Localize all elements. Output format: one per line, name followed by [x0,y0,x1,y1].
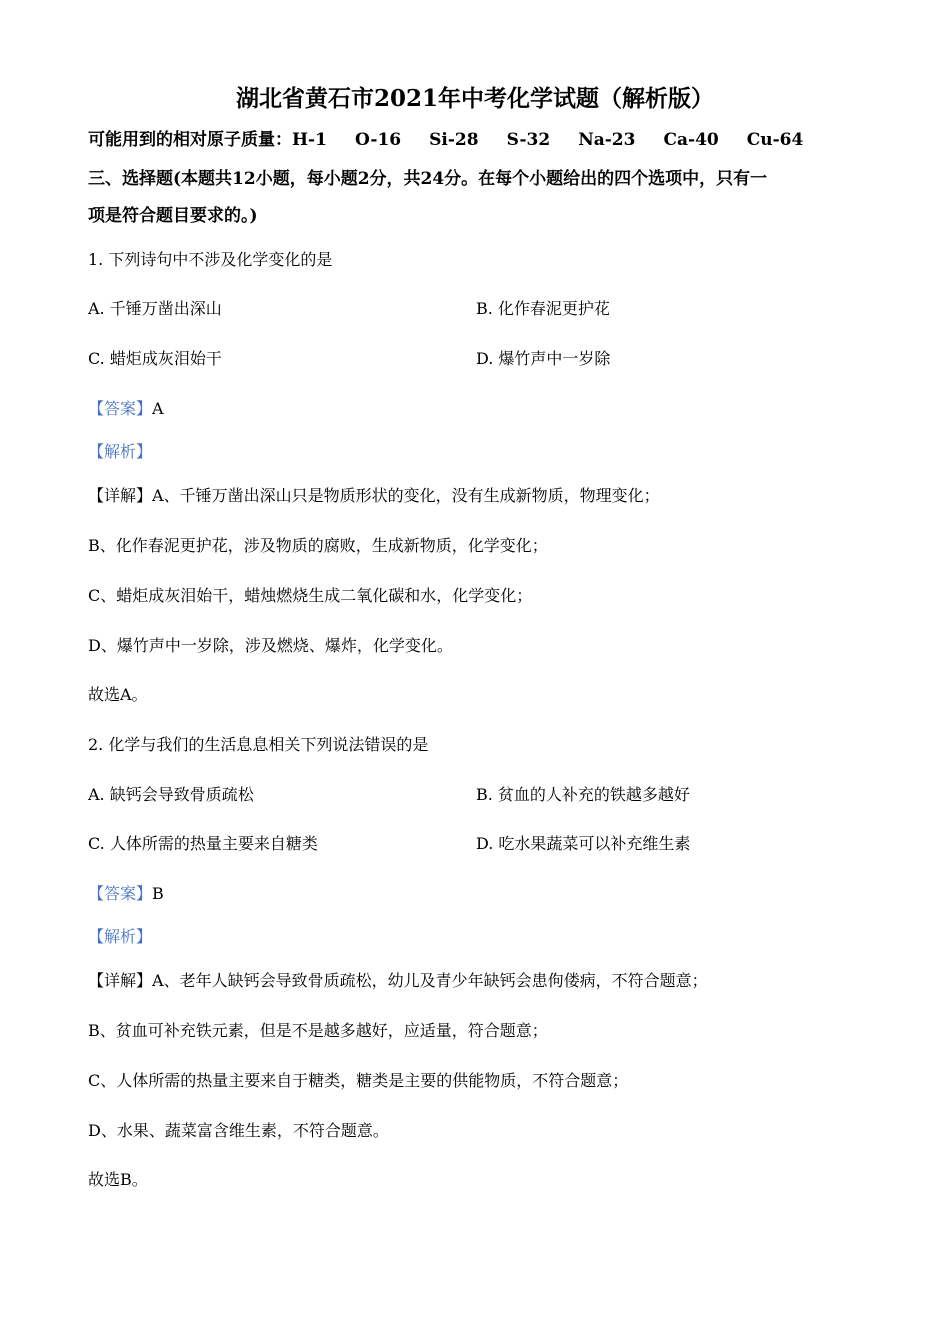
q1-conclusion: 故选A。 [88,685,148,704]
mass-item: Na-23 [578,130,636,150]
detail-tag: 【详解】 [88,971,153,990]
atomic-masses-label: 可能用到的相对原子质量： [88,130,292,150]
q2-detail-2: B、贫血可补充铁元素，但是不是越多越好，应适量，符合题意； [88,1021,548,1040]
mass-item: Ca-40 [663,130,719,150]
q2-detail-4: D、水果、蔬菜富含维生素，不符合题意。 [88,1121,389,1140]
q1-detail-2: B、化作春泥更护花，涉及物质的腐败，生成新物质，化学变化； [88,536,548,555]
q1-option-c: C. 蜡炬成灰泪始干 [88,349,222,368]
mass-item: O-16 [354,130,402,150]
q2-analysis-tag: 【解析】 [88,927,153,946]
mass-item: S-32 [506,130,551,150]
q2-option-a: A. 缺钙会导致骨质疏松 [88,785,254,804]
mass-item: Cu-64 [746,130,804,150]
page-title: 湖北省黄石市2021年中考化学试题（解析版） [235,85,714,112]
section-heading-line2: 项是符合题目要求的。) [88,206,258,226]
mass-item: H-1 [292,130,327,150]
answer-value: A [152,399,164,418]
answer-tag: 【答案】 [88,884,153,903]
q1-detail-4: D、爆竹声中一岁除，涉及燃烧、爆炸，化学变化。 [88,636,453,655]
section-heading-line1: 三、选择题(本题共12小题，每小题2分，共24分。在每个小题给出的四个选项中，只有一 [88,169,768,189]
answer-value: B [152,884,164,903]
mass-item: Si-28 [429,130,479,150]
q2-option-b: B. 贫血的人补充的铁越多越好 [476,785,690,804]
answer-tag: 【答案】 [88,399,153,418]
detail-text: A、老年人缺钙会导致骨质疏松，幼儿及青少年缺钙会患佝偻病，不符合题意； [152,971,708,990]
q2-detail-3: C、人体所需的热量主要来自于糖类，糖类是主要的供能物质，不符合题意； [88,1071,629,1090]
q1-option-a: A. 千锤万凿出深山 [88,299,222,318]
q2-detail-1 [88,970,708,992]
q2-conclusion: 故选B。 [88,1170,148,1189]
q1-analysis-tag: 【解析】 [88,442,153,461]
q2-option-c: C. 人体所需的热量主要来自糖类 [88,834,318,853]
q1-answer [88,398,164,420]
q1-stem: 1. 下列诗句中不涉及化学变化的是 [88,250,333,269]
atomic-masses [88,129,831,151]
q2-option-d: D. 吃水果蔬菜可以补充维生素 [476,834,691,853]
q1-detail-1 [88,485,660,507]
q1-detail-3: C、蜡炬成灰泪始干，蜡烛燃烧生成二氧化碳和水，化学变化； [88,586,533,605]
q2-stem: 2. 化学与我们的生活息息相关下列说法错误的是 [88,735,429,754]
q1-option-b: B. 化作春泥更护花 [476,299,610,318]
detail-tag: 【详解】 [88,486,153,505]
q2-answer [88,883,164,905]
detail-text: A、千锤万凿出深山只是物质形状的变化，没有生成新物质，物理变化； [152,486,660,505]
q1-option-d: D. 爆竹声中一岁除 [476,349,611,368]
